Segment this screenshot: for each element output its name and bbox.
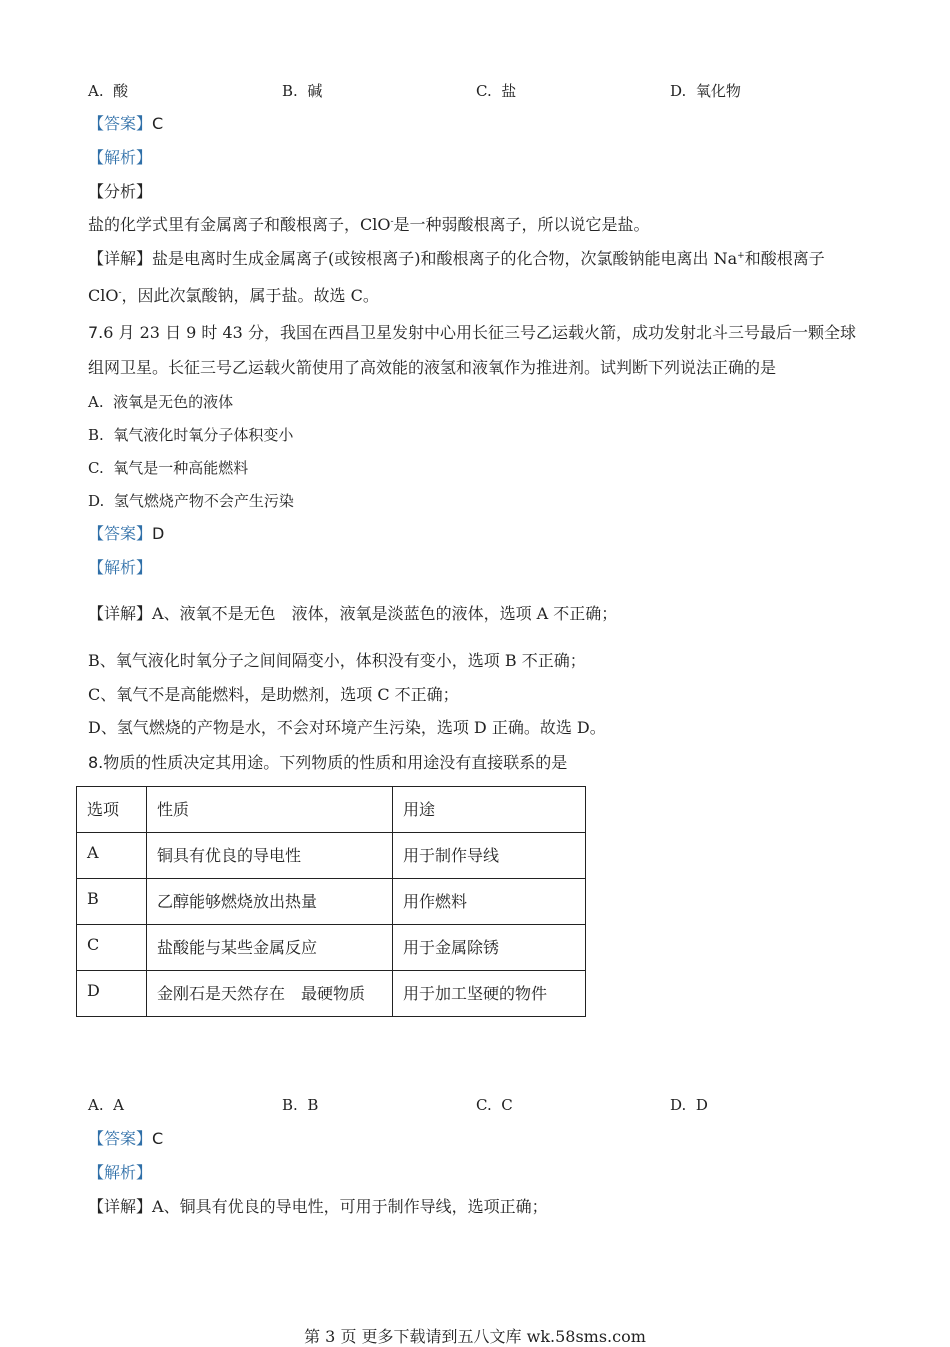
q6-option-c: C. 盐 — [476, 82, 517, 100]
table-row — [77, 971, 586, 1017]
table-cell: C — [77, 925, 147, 971]
q7-stem-line-1: 7.6 月 23 日 9 时 43 分，我国在西昌卫星发射中心用长征三号乙运载火箭，成功发射北斗三号最后一颗全球 — [88, 323, 856, 342]
q7-analysis-label: 【解析】 — [88, 558, 153, 577]
q8-answer: 【答案】C — [88, 1129, 164, 1148]
q7-option-b: B. 氧气液化时氧分子体积变小 — [88, 426, 294, 444]
q7-detail-b: B、氧气液化时氧分子之间间隔变小，体积没有变小，选项 B 不正确； — [88, 651, 586, 670]
table-cell: 盐酸能与某些金属反应 — [147, 925, 393, 971]
q8-detail-a: 【详解】A、铜具有优良的导电性，可用于制作导线，选项正确； — [88, 1197, 548, 1216]
q7-stem-line-2: 组网卫星。长征三号乙运载火箭使用了高效能的液氢和液氧作为推进剂。试判断下列说法正确的是 — [88, 358, 777, 377]
page-footer: 第 3 页 更多下载请到五八文库 wk.58sms.com — [304, 1327, 646, 1346]
q8-option-b: B. B — [282, 1096, 319, 1114]
table-cell: 用于制作导线 — [393, 833, 586, 879]
q7-option-c: C. 氧气是一种高能燃料 — [88, 459, 249, 477]
q6-analysis-label: 【解析】 — [88, 148, 153, 167]
table-cell: 用作燃料 — [393, 879, 586, 925]
q8-option-a: A. A — [88, 1096, 124, 1114]
q7-option-a: A. 液氧是无色的液体 — [88, 393, 234, 411]
table-row — [77, 879, 586, 925]
q7-detail-d: D、氢气燃烧的产物是水，不会对环境产生污染，选项 D 正确。故选 D。 — [88, 718, 606, 737]
table-header-cell: 性质 — [147, 787, 393, 833]
q6-answer: 【答案】C — [88, 114, 164, 133]
table-cell: 用于金属除锈 — [393, 925, 586, 971]
q6-fenxi-text: 盐的化学式里有金属离子和酸根离子，ClO-是一种弱酸根离子，所以说它是盐。 — [88, 215, 650, 234]
table-row — [77, 833, 586, 879]
q6-detail-line-2: ClO-，因此次氯酸钠，属于盐。故选 C。 — [88, 286, 379, 305]
q8-table — [76, 786, 586, 1017]
q6-detail-line-1: 【详解】盐是电离时生成金属离子(或铵根离子)和酸根离子的化合物，次氯酸钠能电离出 Na+和酸根离子 — [88, 249, 825, 268]
q8-option-d: D. D — [670, 1096, 708, 1114]
q7-detail-c: C、氧气不是高能燃料，是助燃剂，选项 C 不正确； — [88, 685, 459, 704]
table-cell: 铜具有优良的导电性 — [147, 833, 393, 879]
table-row — [77, 925, 586, 971]
table-cell: A — [77, 833, 147, 879]
q6-option-a: A. 酸 — [88, 82, 129, 100]
table-header-cell: 选项 — [77, 787, 147, 833]
table-cell: 金刚石是天然存在 最硬物质 — [147, 971, 393, 1017]
q8-option-c: C. C — [476, 1096, 513, 1114]
table-cell: 乙醇能够燃烧放出热量 — [147, 879, 393, 925]
q8-analysis-label: 【解析】 — [88, 1163, 153, 1182]
table-cell: D — [77, 971, 147, 1017]
q6-option-d: D. 氧化物 — [670, 82, 741, 100]
q6-fenxi-label: 【分析】 — [88, 182, 153, 201]
q6-option-b: B. 碱 — [282, 82, 323, 100]
q8-stem: 8.物质的性质决定其用途。下列物质的性质和用途没有直接联系的是 — [88, 753, 568, 772]
q7-answer: 【答案】D — [88, 524, 165, 543]
table-cell: B — [77, 879, 147, 925]
table-cell: 用于加工坚硬的物件 — [393, 971, 586, 1017]
q7-option-d: D. 氢气燃烧产物不会产生污染 — [88, 492, 294, 510]
table-header-row — [77, 787, 586, 833]
table-header-cell: 用途 — [393, 787, 586, 833]
q7-detail-a: 【详解】A、液氧不是无色 液体，液氧是淡蓝色的液体，选项 A 不正确； — [88, 604, 618, 623]
